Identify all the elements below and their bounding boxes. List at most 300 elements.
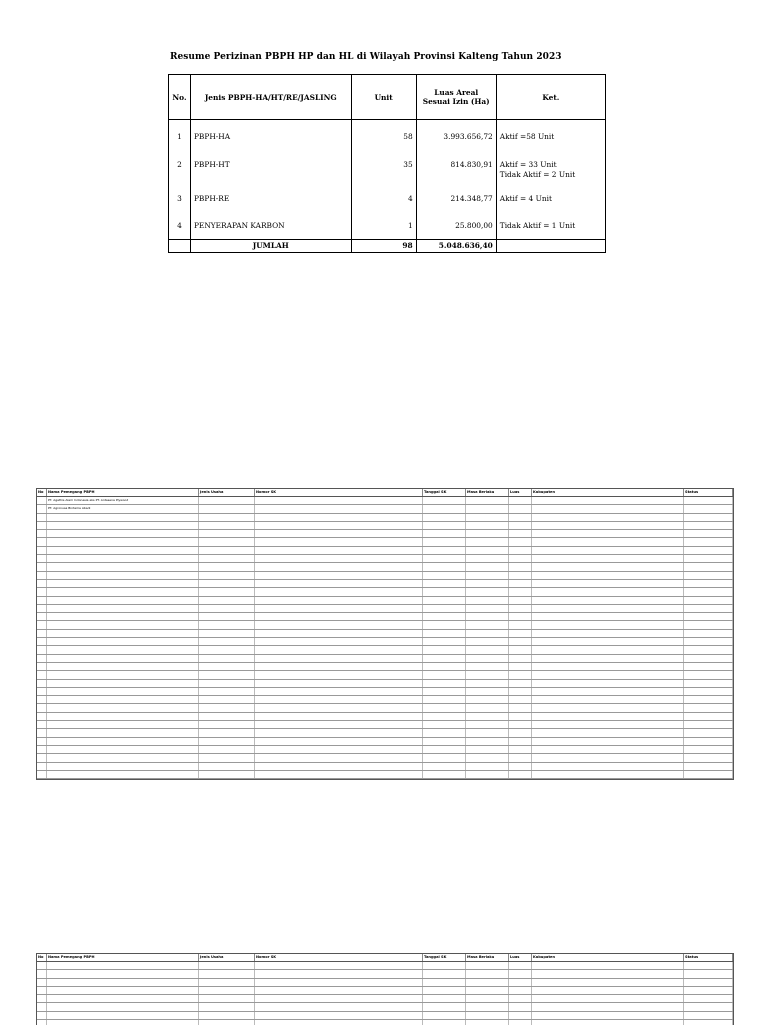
summary-cell-ket — [496, 130, 605, 158]
detail-1-cell — [532, 547, 684, 554]
table-row — [37, 538, 733, 546]
detail-1-cell — [532, 522, 684, 529]
detail-1-cell — [37, 497, 47, 504]
detail-1-cell — [199, 563, 255, 570]
detail-2-cell — [423, 995, 466, 1002]
table-row — [37, 704, 733, 712]
detail-1-cell — [684, 505, 733, 512]
detail-2-header-jenis-usaha: Jenis Usaha — [199, 954, 255, 961]
summary-ket-line: Aktif = 4 Unit — [499, 194, 552, 203]
detail-1-cell — [37, 671, 47, 678]
detail-1-cell — [423, 688, 466, 695]
summary-ket-line: Tidak Aktif = 1 Unit — [499, 221, 576, 230]
table-row — [37, 605, 733, 613]
detail-1-cell — [37, 505, 47, 512]
detail-1-cell — [466, 605, 509, 612]
detail-1-header-no: No — [37, 489, 47, 496]
detail-2-cell — [532, 987, 684, 994]
detail-1-cell — [47, 696, 199, 703]
table-row — [37, 970, 733, 978]
detail-1-cell — [47, 763, 199, 770]
detail-1-cell: PT. Agathis Alam Indonesia eks PT. Antasena Plywood — [47, 497, 199, 504]
detail-1-cell — [532, 655, 684, 662]
detail-1-cell — [199, 630, 255, 637]
detail-1-cell — [509, 580, 532, 587]
detail-1-cell — [509, 588, 532, 595]
detail-1-cell — [47, 580, 199, 587]
detail-1-cell — [466, 763, 509, 770]
detail-2-cell — [509, 995, 532, 1002]
detail-2-cell — [199, 962, 255, 969]
detail-1-cell — [684, 746, 733, 753]
detail-1-cell — [466, 522, 509, 529]
summary-cell-no: 3 — [169, 192, 191, 219]
detail-1-cell — [509, 680, 532, 687]
detail-1-cell — [423, 538, 466, 545]
detail-1-cell — [37, 663, 47, 670]
detail-1-cell — [199, 729, 255, 736]
detail-1-cell — [47, 746, 199, 753]
detail-1-cell — [423, 721, 466, 728]
detail-2-cell — [255, 1020, 423, 1025]
detail-1-cell — [255, 696, 423, 703]
detail-2-cell — [423, 962, 466, 969]
detail-2-cell — [255, 970, 423, 977]
detail-1-cell — [37, 655, 47, 662]
detail-2-cell — [684, 1020, 733, 1025]
detail-1-cell — [684, 497, 733, 504]
detail-2-cell — [199, 995, 255, 1002]
detail-1-cell — [199, 597, 255, 604]
detail-1-cell — [255, 754, 423, 761]
detail-1-cell — [199, 646, 255, 653]
summary-cell-luas: 3.993.656,72 — [416, 130, 496, 158]
detail-2-cell — [532, 970, 684, 977]
detail-1-cell — [37, 704, 47, 711]
detail-1-cell — [423, 597, 466, 604]
detail-1-cell — [532, 771, 684, 778]
detail-2-cell — [509, 970, 532, 977]
detail-1-cell — [466, 721, 509, 728]
table-row — [37, 995, 733, 1003]
detail-1-cell — [255, 746, 423, 753]
detail-1-cell — [199, 638, 255, 645]
detail-1-cell — [255, 663, 423, 670]
detail-1-cell — [423, 580, 466, 587]
table-row — [37, 738, 733, 746]
table-row — [37, 580, 733, 588]
detail-1-cell — [47, 597, 199, 604]
table-row — [37, 713, 733, 721]
detail-1-cell — [255, 671, 423, 678]
detail-1-cell — [509, 729, 532, 736]
detail-1-cell — [47, 771, 199, 778]
detail-1-cell — [509, 613, 532, 620]
detail-1-cell — [47, 572, 199, 579]
detail-2-cell — [423, 979, 466, 986]
detail-1-cell — [466, 696, 509, 703]
detail-1-cell — [255, 563, 423, 570]
detail-1-cell — [423, 638, 466, 645]
summary-spacer-cell — [416, 120, 496, 131]
detail-1-cell — [532, 530, 684, 537]
detail-1-cell — [199, 547, 255, 554]
detail-1-cell — [466, 729, 509, 736]
detail-1-cell — [255, 572, 423, 579]
detail-1-cell — [509, 555, 532, 562]
summary-total-ket — [496, 239, 605, 252]
detail-1-cell — [684, 771, 733, 778]
header-unit: Unit — [351, 75, 416, 120]
detail-1-cell — [199, 522, 255, 529]
detail-1-cell — [255, 555, 423, 562]
detail-table-page-1 — [36, 488, 734, 780]
detail-1-cell — [684, 547, 733, 554]
detail-1-cell — [423, 563, 466, 570]
table-row — [37, 729, 733, 737]
detail-1-cell — [47, 630, 199, 637]
detail-1-cell — [532, 754, 684, 761]
header-jenis: Jenis PBPH-HA/HT/RE/JASLING — [190, 75, 351, 120]
detail-1-cell — [47, 563, 199, 570]
detail-1-cell — [255, 713, 423, 720]
detail-1-cell — [509, 505, 532, 512]
detail-1-cell — [684, 671, 733, 678]
detail-1-cell — [255, 497, 423, 504]
table-row — [37, 497, 733, 505]
detail-2-cell — [684, 1012, 733, 1019]
detail-1-cell — [199, 580, 255, 587]
summary-spacer-cell — [190, 120, 351, 131]
detail-1-cell — [199, 655, 255, 662]
detail-1-cell — [37, 630, 47, 637]
detail-1-cell — [423, 779, 466, 780]
detail-1-cell — [255, 597, 423, 604]
detail-1-cell — [684, 721, 733, 728]
table-row — [37, 663, 733, 671]
detail-1-cell — [199, 621, 255, 628]
detail-1-cell — [532, 713, 684, 720]
detail-1-cell — [255, 588, 423, 595]
detail-1-cell — [466, 597, 509, 604]
detail-1-cell — [509, 746, 532, 753]
page-title: Resume Perizinan PBPH HP dan HL di Wilayah Provinsi Kalteng Tahun 2023 — [170, 52, 562, 62]
detail-2-cell — [684, 970, 733, 977]
detail-1-cell — [684, 688, 733, 695]
table-row — [37, 555, 733, 563]
table-row — [37, 563, 733, 571]
detail-2-header-luas: Luas — [509, 954, 532, 961]
detail-1-cell — [684, 704, 733, 711]
detail-2-header-nama: Nama Pemegang PBPH — [47, 954, 199, 961]
detail-1-cell — [255, 721, 423, 728]
detail-1-cell — [199, 688, 255, 695]
summary-header-row — [169, 75, 606, 120]
summary-cell-unit: 35 — [351, 158, 416, 192]
detail-1-cell — [466, 638, 509, 645]
detail-2-cell — [466, 970, 509, 977]
detail-1-cell — [509, 497, 532, 504]
detail-1-cell — [509, 563, 532, 570]
detail-1-cell — [37, 738, 47, 745]
table-row — [37, 987, 733, 995]
detail-2-cell — [255, 995, 423, 1002]
detail-2-cell — [466, 1003, 509, 1010]
detail-1-cell — [466, 754, 509, 761]
detail-1-cell — [509, 547, 532, 554]
detail-1-cell — [423, 522, 466, 529]
detail-1-cell — [47, 779, 199, 780]
detail-1-cell — [37, 597, 47, 604]
table-row — [37, 671, 733, 679]
detail-1-cell — [255, 530, 423, 537]
table-row — [37, 746, 733, 754]
detail-2-cell — [37, 995, 47, 1002]
detail-1-cell — [47, 522, 199, 529]
detail-1-cell — [47, 721, 199, 728]
detail-1-cell — [684, 738, 733, 745]
detail-2-cell — [37, 987, 47, 994]
detail-1-cell — [466, 779, 509, 780]
detail-1-cell — [47, 613, 199, 620]
detail-1-cell — [684, 638, 733, 645]
table-row — [37, 530, 733, 538]
detail-1-cell — [509, 713, 532, 720]
detail-1-cell — [423, 555, 466, 562]
detail-1-cell — [423, 763, 466, 770]
detail-2-cell — [532, 962, 684, 969]
detail-1-cell — [509, 530, 532, 537]
detail-1-cell — [37, 771, 47, 778]
detail-2-cell — [684, 979, 733, 986]
detail-1-cell — [684, 754, 733, 761]
detail-1-cell — [466, 704, 509, 711]
detail-1-cell — [199, 704, 255, 711]
detail-1-cell — [532, 779, 684, 780]
detail-2-cell — [509, 962, 532, 969]
detail-1-cell — [509, 779, 532, 780]
detail-1-cell — [532, 638, 684, 645]
table-row — [37, 688, 733, 696]
detail-2-cell — [199, 1020, 255, 1025]
detail-1-cell — [466, 663, 509, 670]
summary-cell-no: 2 — [169, 158, 191, 192]
detail-1-cell — [509, 738, 532, 745]
table-row — [37, 763, 733, 771]
summary-spacer-cell — [351, 120, 416, 131]
detail-1-cell — [532, 605, 684, 612]
detail-2-cell — [684, 995, 733, 1002]
detail-1-cell — [47, 555, 199, 562]
detail-1-cell — [684, 763, 733, 770]
summary-spacer-cell — [169, 120, 191, 131]
detail-1-cell — [199, 713, 255, 720]
summary-cell-unit: 58 — [351, 130, 416, 158]
detail-1-cell — [466, 630, 509, 637]
detail-1-header-status: Status — [684, 489, 733, 496]
detail-1-cell — [466, 646, 509, 653]
detail-1-cell — [423, 572, 466, 579]
summary-cell-luas: 25.800,00 — [416, 219, 496, 239]
detail-2-cell — [509, 1020, 532, 1025]
detail-1-cell — [532, 572, 684, 579]
detail-1-cell — [47, 638, 199, 645]
detail-1-cell — [37, 746, 47, 753]
table-row — [37, 505, 733, 513]
detail-1-cell — [466, 580, 509, 587]
detail-1-cell — [684, 630, 733, 637]
detail-1-cell — [47, 605, 199, 612]
detail-2-cell — [509, 979, 532, 986]
detail-2-cell — [509, 987, 532, 994]
detail-1-cell — [684, 696, 733, 703]
table-row — [37, 588, 733, 596]
detail-2-cell — [37, 970, 47, 977]
summary-row — [169, 158, 606, 192]
detail-1-cell — [423, 738, 466, 745]
detail-1-cell — [532, 729, 684, 736]
detail-1-cell — [37, 638, 47, 645]
detail-1-cell — [199, 671, 255, 678]
detail-1-cell — [255, 779, 423, 780]
detail-1-cell — [255, 729, 423, 736]
summary-cell-luas: 814.830,91 — [416, 158, 496, 192]
detail-1-cell — [47, 621, 199, 628]
detail-1-cell — [532, 630, 684, 637]
detail-2-cell — [509, 1012, 532, 1019]
detail-1-cell — [532, 646, 684, 653]
detail-1-cell — [684, 655, 733, 662]
detail-1-cell — [684, 588, 733, 595]
detail-1-cell — [423, 704, 466, 711]
detail-1-cell — [199, 771, 255, 778]
detail-1-cell — [37, 779, 47, 780]
summary-row — [169, 130, 606, 158]
detail-1-cell — [423, 713, 466, 720]
summary-spacer-row — [169, 120, 606, 131]
detail-2-cell — [255, 1012, 423, 1019]
table-row — [37, 962, 733, 970]
detail-1-cell — [423, 729, 466, 736]
detail-1-cell — [37, 680, 47, 687]
detail-2-cell — [466, 1020, 509, 1025]
detail-1-cell — [684, 580, 733, 587]
detail-1-cell — [532, 696, 684, 703]
summary-ket-line: Aktif = 33 Unit — [499, 160, 557, 169]
detail-1-cell — [37, 588, 47, 595]
detail-1-cell — [466, 655, 509, 662]
detail-2-cell — [684, 1003, 733, 1010]
detail-1-cell — [466, 771, 509, 778]
detail-1-cell — [47, 704, 199, 711]
detail-1-cell — [37, 572, 47, 579]
summary-cell-jenis: PBPH-RE — [190, 192, 351, 219]
summary-spacer-cell — [496, 120, 605, 131]
detail-1-cell — [199, 663, 255, 670]
summary-cell-ket — [496, 158, 605, 192]
detail-1-cell — [255, 638, 423, 645]
detail-1-cell — [532, 746, 684, 753]
detail-1-cell — [255, 655, 423, 662]
detail-1-cell — [37, 522, 47, 529]
detail-2-cell — [466, 979, 509, 986]
detail-1-cell — [532, 505, 684, 512]
detail-1-cell — [423, 680, 466, 687]
detail-1-cell — [509, 754, 532, 761]
detail-1-cell — [423, 754, 466, 761]
detail-1-cell — [47, 538, 199, 545]
detail-1-header-luas: Luas — [509, 489, 532, 496]
detail-1-header-masa-berlaku: Masa Berlaku — [466, 489, 509, 496]
detail-1-cell — [532, 721, 684, 728]
detail-1-cell — [37, 613, 47, 620]
detail-1-cell — [532, 688, 684, 695]
detail-2-cell — [255, 962, 423, 969]
detail-2-cell — [199, 979, 255, 986]
detail-1-cell — [47, 738, 199, 745]
detail-1-cell — [509, 597, 532, 604]
detail-2-cell — [47, 1012, 199, 1019]
detail-1-cell — [509, 638, 532, 645]
detail-2-cell — [47, 970, 199, 977]
detail-1-cell — [47, 688, 199, 695]
detail-1-header-kabupaten: Kabupaten — [532, 489, 684, 496]
table-row — [37, 754, 733, 762]
detail-2-cell — [423, 970, 466, 977]
detail-1-cell — [423, 497, 466, 504]
detail-1-cell — [509, 721, 532, 728]
detail-1-cell — [37, 580, 47, 587]
detail-2-cell — [37, 1020, 47, 1025]
summary-cell-luas: 214.348,77 — [416, 192, 496, 219]
detail-1-cell — [199, 746, 255, 753]
detail-2-cell — [47, 979, 199, 986]
detail-1-cell — [255, 630, 423, 637]
detail-1-cell — [199, 613, 255, 620]
detail-1-cell — [199, 696, 255, 703]
detail-1-cell — [466, 563, 509, 570]
detail-1-cell — [532, 580, 684, 587]
detail-1-cell — [509, 572, 532, 579]
detail-2-cell — [532, 979, 684, 986]
detail-1-cell — [466, 671, 509, 678]
detail-1-cell — [37, 547, 47, 554]
detail-1-cell — [423, 605, 466, 612]
detail-1-cell — [199, 754, 255, 761]
detail-1-cell — [255, 738, 423, 745]
detail-1-cell — [423, 696, 466, 703]
detail-1-cell — [37, 514, 47, 521]
detail-1-cell — [532, 613, 684, 620]
detail-1-cell — [532, 597, 684, 604]
detail-2-cell — [47, 1003, 199, 1010]
table-row — [37, 655, 733, 663]
detail-1-cell — [509, 605, 532, 612]
detail-1-cell — [532, 763, 684, 770]
detail-1-cell — [532, 680, 684, 687]
detail-1-cell — [684, 514, 733, 521]
detail-1-cell — [199, 505, 255, 512]
table-row — [37, 613, 733, 621]
detail-1-cell — [509, 655, 532, 662]
detail-1-cell — [466, 680, 509, 687]
detail-1-cell — [37, 563, 47, 570]
detail-2-cell — [423, 1003, 466, 1010]
detail-1-cell — [37, 713, 47, 720]
detail-1-cell — [37, 754, 47, 761]
detail-table-2-rows — [37, 962, 733, 1025]
detail-1-cell — [423, 530, 466, 537]
